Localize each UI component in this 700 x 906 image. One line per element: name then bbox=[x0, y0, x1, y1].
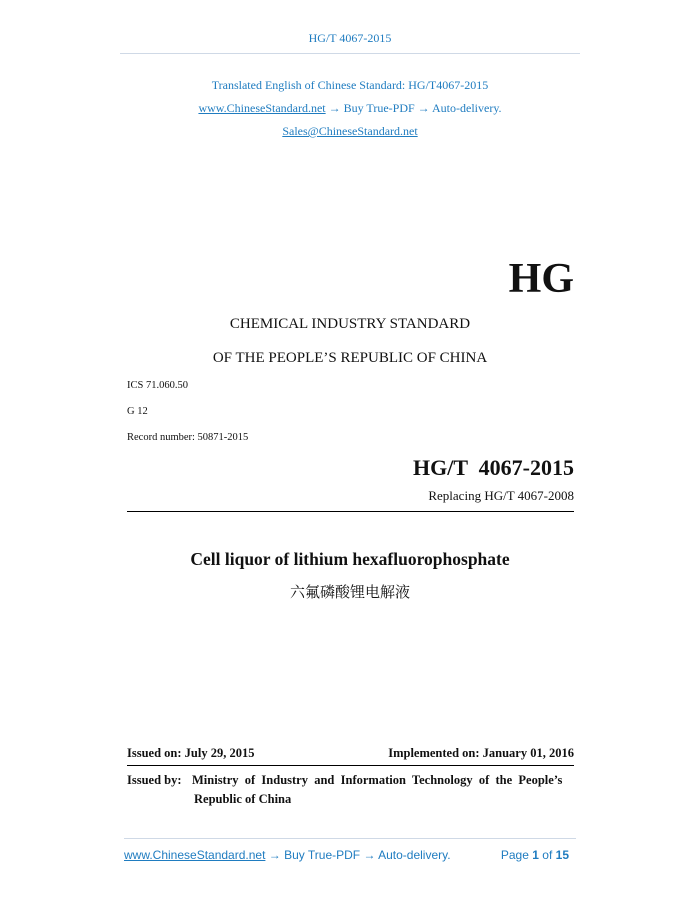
email-link[interactable]: Sales@ChineseStandard.net bbox=[282, 124, 418, 138]
issued-by-authority-line1: Ministry of Industry and Information Technology of the People’s bbox=[192, 773, 563, 787]
standard-number: HG/T 4067-2015 bbox=[413, 455, 574, 480]
email-line bbox=[0, 124, 700, 139]
standard-category-line1: CHEMICAL INDUSTRY STANDARD bbox=[229, 316, 471, 332]
issued-by-label: Issued by: bbox=[127, 773, 182, 787]
header-divider bbox=[120, 53, 580, 54]
promo-line bbox=[0, 101, 700, 116]
promo-text: → Buy True-PDF → Auto-delivery. bbox=[325, 101, 502, 115]
issued-on: Issued on: July 29, 2015 bbox=[127, 746, 255, 760]
replacing-note: Replacing HG/T 4067-2008 bbox=[428, 488, 574, 503]
document-title: Cell liquor of lithium hexafluorophosphate bbox=[190, 549, 510, 569]
footer-site-link[interactable]: www.ChineseStandard.net bbox=[124, 848, 266, 862]
record-number: Record number: 50871-2015 bbox=[127, 432, 249, 443]
page-indicator bbox=[501, 848, 569, 862]
translation-note: Translated English of Chinese Standard: HG/T4067-2015 bbox=[211, 78, 489, 92]
page-label: Page bbox=[500, 848, 529, 862]
footer-divider bbox=[124, 838, 576, 839]
implemented-on: Implemented on: January 01, 2016 bbox=[388, 746, 574, 760]
title-rule bbox=[127, 511, 574, 512]
running-header: HG/T 4067-2015 bbox=[308, 31, 392, 45]
of-label: of bbox=[542, 848, 553, 862]
footer-promo bbox=[124, 848, 451, 862]
footer-promo-text: → Buy True-PDF → Auto-delivery. bbox=[265, 848, 451, 862]
page-number: 1 bbox=[532, 848, 539, 862]
issued-by-authority-line2: Republic of China bbox=[194, 792, 292, 806]
hg-logo: HG bbox=[508, 256, 574, 302]
ics-code: ICS 71.060.50 bbox=[127, 380, 188, 391]
classification-code: G 12 bbox=[127, 406, 148, 417]
dates-rule bbox=[127, 765, 574, 766]
site-link[interactable]: www.ChineseStandard.net bbox=[198, 101, 326, 115]
standard-category-line2: OF THE PEOPLE’S REPUBLIC OF CHINA bbox=[212, 350, 488, 366]
document-title-chinese: 六氟磷酸锂电解液 bbox=[289, 583, 410, 601]
page-total: 15 bbox=[555, 848, 569, 862]
